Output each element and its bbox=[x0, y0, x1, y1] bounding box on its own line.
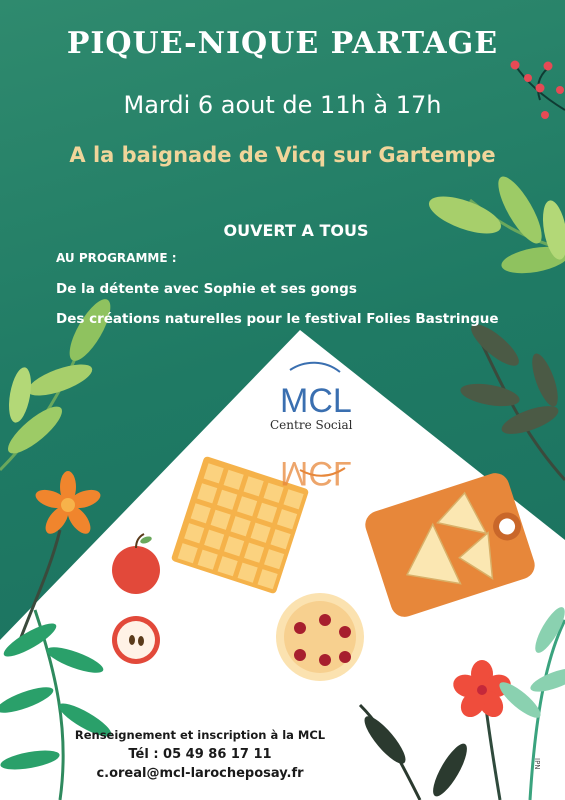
corner-mark: IPN bbox=[533, 758, 541, 770]
poster-title: PIQUE-NIQUE PARTAGE bbox=[66, 26, 499, 61]
contact-phone: Tél : 05 49 86 17 11 bbox=[128, 747, 272, 762]
location-line: A la baignade de Vicq sur Gartempe bbox=[69, 143, 496, 167]
open-line: OUVERT A TOUS bbox=[223, 221, 369, 240]
cherry-plate-icon bbox=[276, 593, 364, 681]
logo-letters: MCL bbox=[280, 382, 352, 420]
program-item: Des créations naturelles pour le festival Folies Bastringue bbox=[56, 311, 499, 327]
leaf-branch-icon bbox=[459, 318, 565, 480]
program-label: AU PROGRAMME : bbox=[56, 251, 177, 265]
program-item: De la détente avec Sophie et ses gongs bbox=[56, 281, 357, 297]
svg-text:MCL: MCL bbox=[280, 454, 352, 492]
logo-subtitle: Centre Social bbox=[270, 418, 353, 432]
date-line: Mardi 6 aout de 11h à 17h bbox=[123, 91, 442, 119]
contact-info: Renseignement et inscription à la MCL bbox=[74, 728, 326, 742]
contact-email: c.oreal@mcl-larocheposay.fr bbox=[96, 766, 304, 781]
apple-half-icon bbox=[112, 616, 160, 664]
